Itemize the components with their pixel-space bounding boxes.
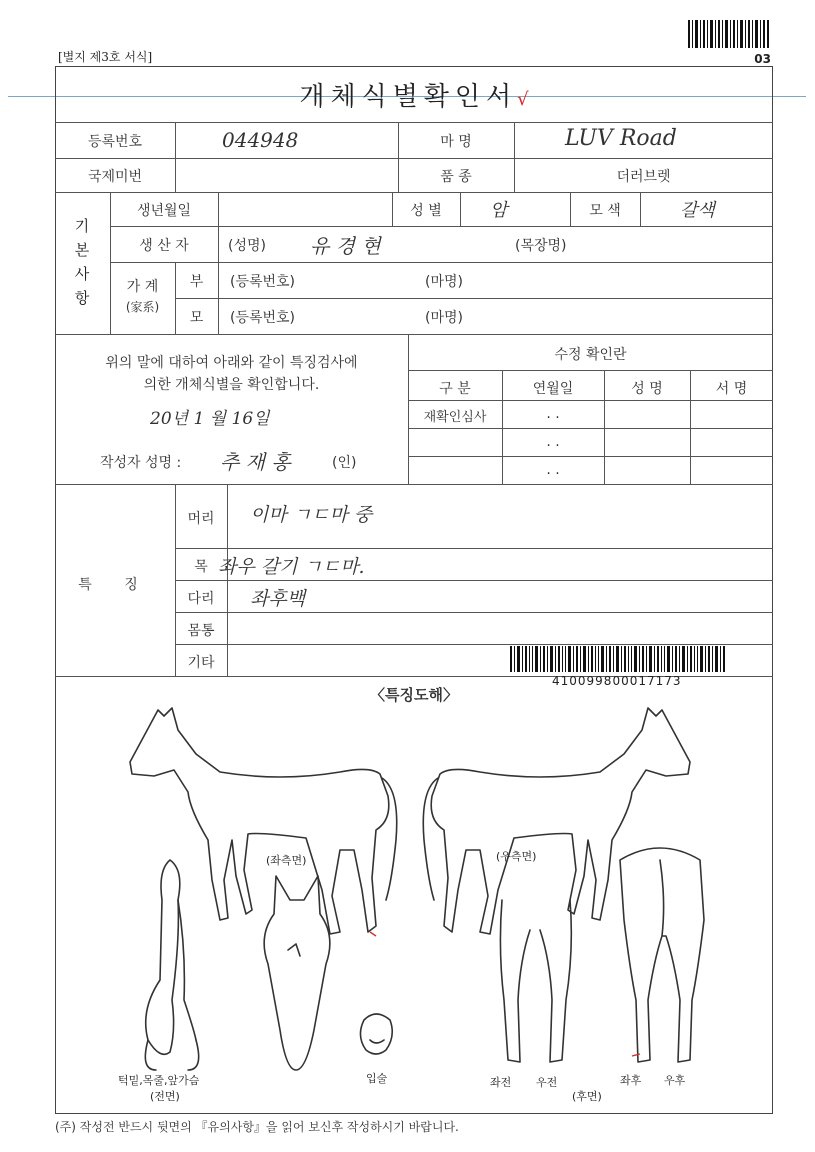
pedigree-label: 가 계 <box>126 279 159 295</box>
left-front-caption: 좌전 <box>490 1076 512 1089</box>
revision-header-name: 성 명 <box>631 381 663 397</box>
right-front-caption: 우전 <box>536 1076 558 1089</box>
writer-name: 추 재 홍 <box>220 450 291 474</box>
farm-label: (목장명) <box>515 238 567 254</box>
grid-line <box>175 580 773 581</box>
form-reference: [별지 제3호 서식] <box>58 50 153 64</box>
right-side-caption: (우측면) <box>496 850 537 863</box>
page-number: 03 <box>754 52 771 66</box>
grid-line <box>640 192 641 226</box>
document-title: 개체식별확인서√ <box>299 82 529 112</box>
revision-header-type: 구 분 <box>439 381 471 397</box>
grid-line <box>408 456 773 457</box>
marking-rear-left-hind <box>632 1054 640 1056</box>
revision-header-date: 연월일 <box>532 381 574 397</box>
sire-label: 부 <box>189 274 204 290</box>
diagram-title: 〈특징도해〉 <box>370 686 458 704</box>
sire-reg-no-label: (등록번호) <box>230 274 296 290</box>
breeder-label: 생 산 자 <box>139 238 189 254</box>
horse-name-label: 마 명 <box>440 134 472 150</box>
marking-left-hind <box>370 932 376 936</box>
dam-label: 모 <box>189 310 204 326</box>
grid-line <box>110 226 773 227</box>
revision-row3-date: . . <box>546 462 560 478</box>
neck-value: 좌우 갈기 ㄱㄷ마. <box>218 556 365 578</box>
horse-rear-view-drawing <box>620 848 704 1062</box>
grid-line <box>218 192 219 226</box>
breed-value: 더러브렛 <box>616 169 671 185</box>
grid-line <box>175 644 773 645</box>
breeder-name-label: (성명) <box>228 238 266 254</box>
horse-front-legs-drawing <box>500 900 571 1062</box>
grid-line <box>110 262 773 263</box>
reg-no-value: 044948 <box>222 128 299 152</box>
grid-line <box>460 192 461 226</box>
revision-row1-date: . . <box>546 406 560 422</box>
statement-line2: 의한 개체식별을 확인합니다. <box>143 377 320 393</box>
grid-line <box>175 122 176 192</box>
grid-line <box>55 122 773 123</box>
legs-label: 다리 <box>187 591 215 607</box>
mid-barcode <box>510 646 725 672</box>
horse-diagram <box>100 700 720 1090</box>
issue-date: 20년 1 월 16일 <box>150 409 270 429</box>
sex-value: 암 <box>490 200 508 221</box>
check-mark-icon: √ <box>517 89 529 110</box>
grid-line <box>408 428 773 429</box>
horse-left-side-drawing <box>130 708 397 934</box>
basic-section-label: 기 본 사 항 <box>74 217 90 307</box>
horse-front-neck-drawing <box>145 860 198 1070</box>
neck-label: 목 <box>194 559 208 575</box>
breed-label: 품 종 <box>440 169 472 185</box>
horse-head-front-drawing <box>264 876 330 1070</box>
grid-line <box>175 298 773 299</box>
grid-line <box>218 226 219 262</box>
features-section-label: 특 징 <box>78 577 152 593</box>
grid-line <box>55 334 773 335</box>
pedigree-hanja: (家系) <box>125 300 160 314</box>
birth-label: 생년월일 <box>136 203 192 219</box>
footer-note: (주) 작성전 반드시 뒷면의 『유의사항』을 읽어 보신후 작성하시기 바랍니다. <box>55 1120 459 1134</box>
writer-label: 작성자 성명 : <box>100 455 182 471</box>
revision-title: 수정 확인란 <box>554 347 627 363</box>
grid-line <box>175 612 773 613</box>
grid-line <box>408 370 773 371</box>
grid-line <box>55 484 773 485</box>
sex-label: 성 별 <box>410 203 442 219</box>
other-label: 기타 <box>187 655 215 671</box>
horse-right-side-drawing <box>423 708 690 934</box>
right-hind-caption: 우후 <box>664 1074 686 1087</box>
lips-caption: 입술 <box>366 1072 388 1085</box>
revision-header-sign: 서 명 <box>715 381 748 397</box>
legs-value: 좌후백 <box>250 588 306 610</box>
revision-row2-date: . . <box>546 434 560 450</box>
grid-line <box>218 262 219 334</box>
revision-row1-type: 재확인심사 <box>423 410 487 425</box>
top-barcode <box>688 20 770 48</box>
front-caption: 턱밑,목줄,앞가슴 <box>118 1074 200 1087</box>
horse-name-value: LUV Road <box>565 126 677 151</box>
sire-name-label: (마명) <box>425 274 463 290</box>
horse-lips-drawing <box>360 1014 392 1054</box>
dam-reg-no-label: (등록번호) <box>230 310 296 326</box>
color-label: 모 색 <box>589 203 621 219</box>
front-label: (전면) <box>150 1090 180 1103</box>
head-value: 이마 ㄱㄷ마 중 <box>250 504 373 526</box>
dam-name-label: (마명) <box>425 310 463 326</box>
intl-no-label: 국제미번 <box>87 169 143 185</box>
grid-line <box>55 192 773 193</box>
left-side-caption: (좌측면) <box>266 854 307 867</box>
head-label: 머리 <box>187 511 215 527</box>
grid-line <box>55 158 773 159</box>
reg-no-label: 등록번호 <box>87 134 143 150</box>
body-label: 몸통 <box>187 623 215 639</box>
seal-label: (인) <box>332 455 357 471</box>
color-value: 갈색 <box>680 200 715 221</box>
statement-line1: 위의 말에 대하여 아래와 같이 특징검사에 <box>105 355 358 371</box>
grid-line <box>408 400 773 401</box>
breeder-name-value: 유 경 현 <box>310 234 381 258</box>
left-hind-caption: 좌후 <box>620 1074 642 1087</box>
barcode-number: 410099800017173 <box>552 674 682 688</box>
grid-line <box>175 548 773 549</box>
rear-label: (후면) <box>572 1090 602 1103</box>
